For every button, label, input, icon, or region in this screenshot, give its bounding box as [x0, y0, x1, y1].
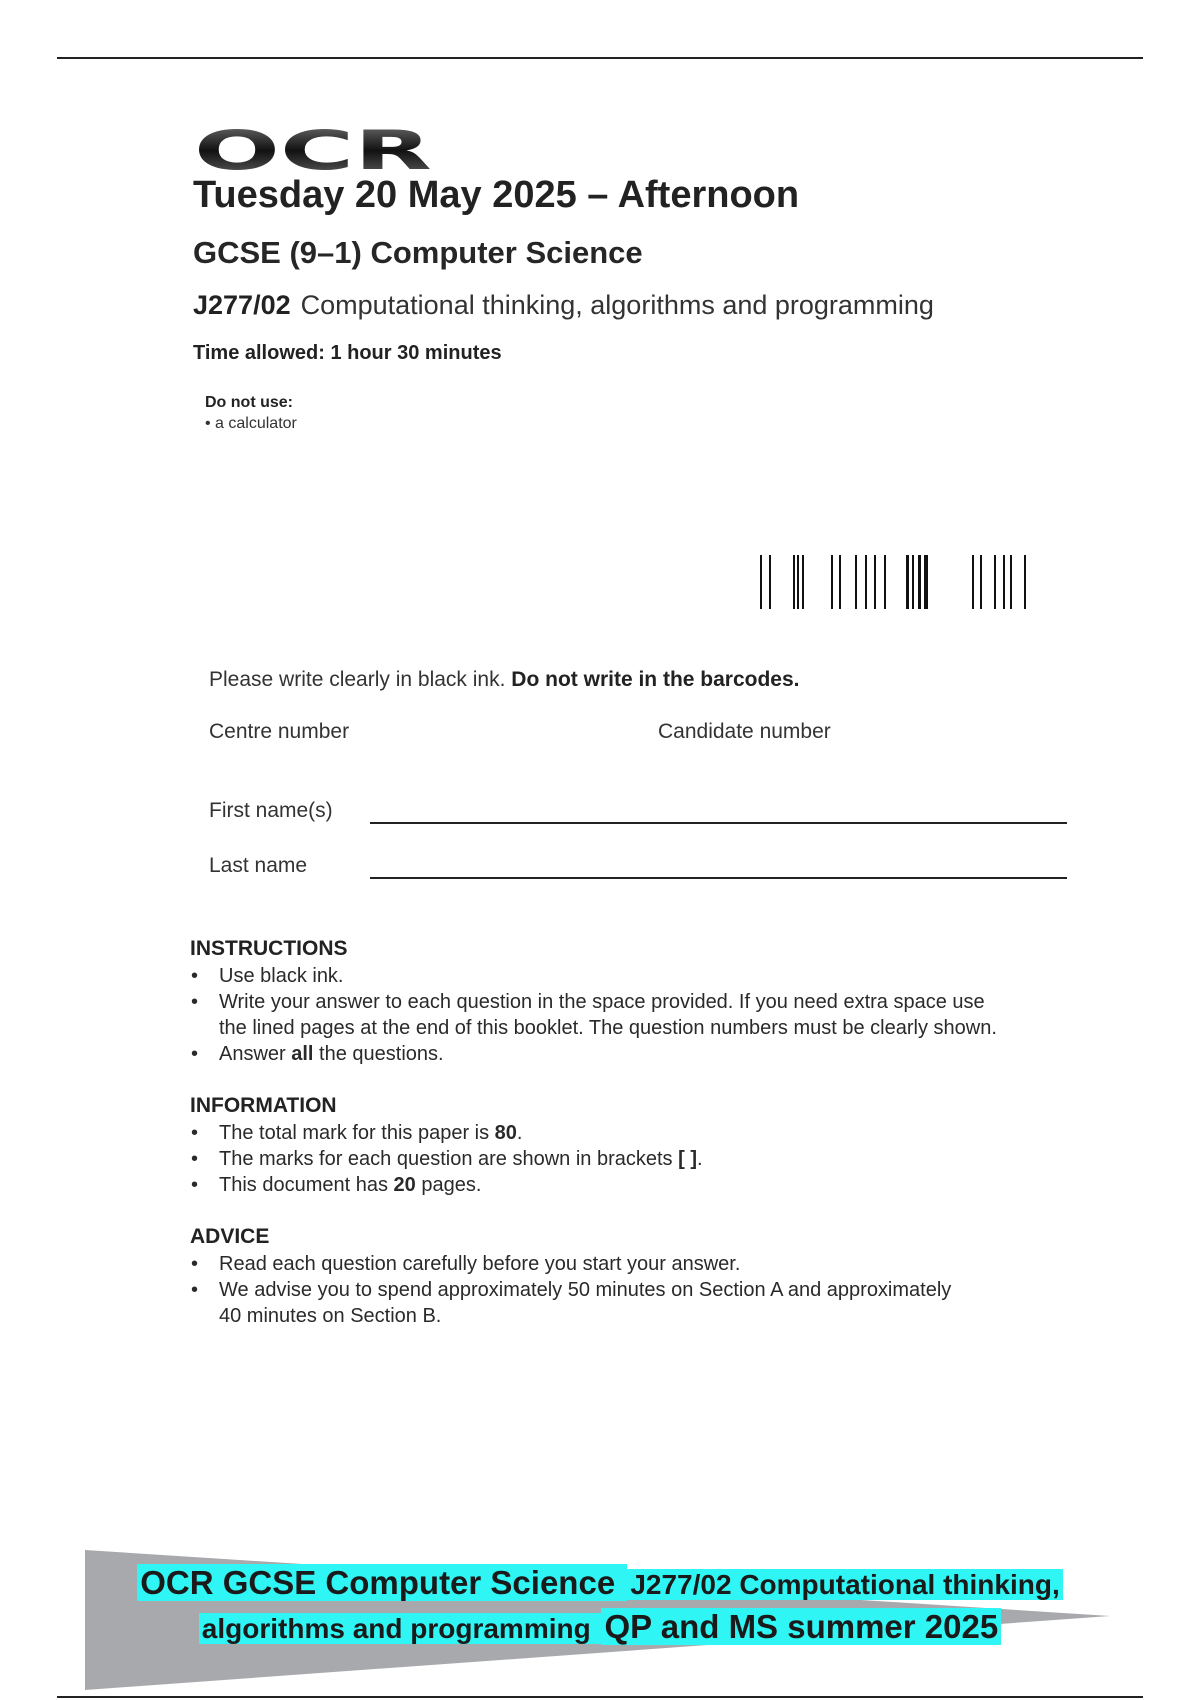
banner-part-3: algorithms and programming — [199, 1613, 602, 1644]
information-heading: INFORMATION — [190, 1094, 337, 1117]
instructions-heading: INSTRUCTIONS — [190, 937, 348, 960]
write-clearly-note: Please write clearly in black ink. Do not write in the barcodes. — [209, 668, 800, 691]
qualification-title: GCSE (9–1) Computer Science — [193, 235, 643, 270]
paper-name: Computational thinking, algorithms and programming — [300, 290, 934, 320]
promo-banner-text — [0, 1564, 1200, 1652]
list-item: • Write your answer to each question in the space provided. If you need extra space use the lined pages at the end of this booklet. The question numbers must be clearly shown. — [190, 989, 1090, 1041]
banner-part-1: OCR GCSE Computer Science — [137, 1564, 627, 1601]
list-item: • The total mark for this paper is 80. — [190, 1120, 1090, 1146]
candidate-number-label: Candidate number — [658, 720, 831, 743]
time-allowed: Time allowed: 1 hour 30 minutes — [193, 342, 502, 364]
list-item: • The marks for each question are shown in brackets [ ]. — [190, 1146, 1090, 1172]
centre-number-label: Centre number — [209, 720, 350, 743]
ocr-logo — [194, 126, 434, 176]
do-not-use-box — [205, 394, 297, 433]
barcode — [760, 555, 1030, 609]
advice-section — [190, 1225, 1090, 1329]
logo-text: OCR — [194, 126, 432, 176]
banner-part-4: QP and MS summer 2025 — [601, 1608, 1001, 1645]
bottom-rule — [57, 1696, 1143, 1698]
no-barcodes-warning: Do not write in the barcodes. — [511, 668, 800, 691]
paper-code: J277/02 — [193, 290, 291, 320]
do-not-use-item: • a calculator — [205, 415, 297, 432]
banner-part-2: J277/02 Computational thinking, — [627, 1569, 1062, 1600]
list-item: • Read each question carefully before you start your answer. — [190, 1251, 1090, 1277]
first-name-label: First name(s) — [209, 799, 333, 822]
list-item: • Use black ink. — [190, 963, 1090, 989]
paper-title — [193, 290, 934, 321]
instructions-section — [190, 937, 1090, 1067]
do-not-use-heading: Do not use: — [205, 394, 293, 411]
top-rule — [57, 57, 1143, 59]
advice-heading: ADVICE — [190, 1225, 270, 1248]
exam-date-title: Tuesday 20 May 2025 – Afternoon — [193, 174, 800, 216]
last-name-label: Last name — [209, 854, 308, 877]
list-item: • We advise you to spend approximately 50 minutes on Section A and approximately 40 minutes on Section B. — [190, 1277, 1090, 1329]
list-item: • This document has 20 pages. — [190, 1172, 1090, 1198]
last-name-field[interactable] — [370, 877, 1067, 879]
first-name-field[interactable] — [370, 822, 1067, 824]
information-section — [190, 1094, 1090, 1198]
list-item: • Answer all the questions. — [190, 1041, 1090, 1067]
